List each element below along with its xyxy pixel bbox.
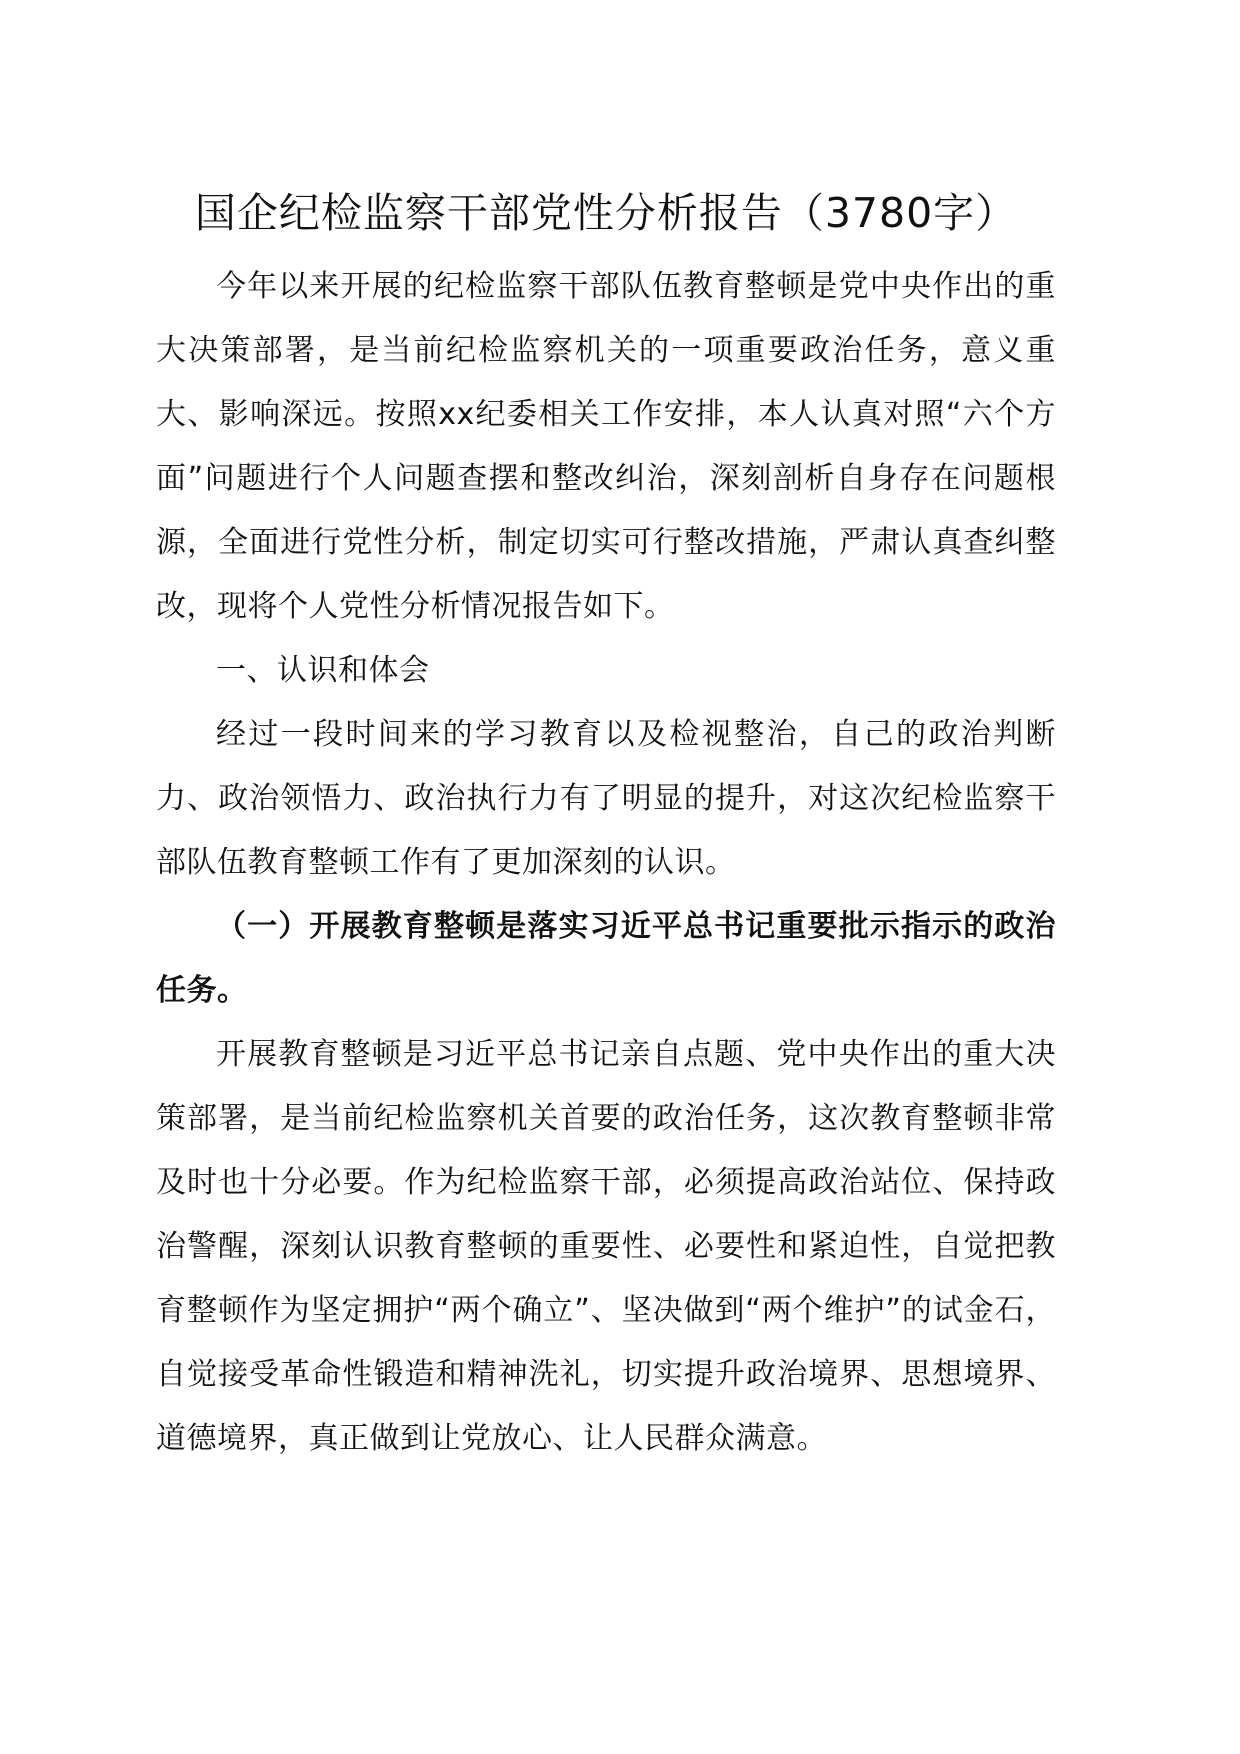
subsection-heading-1: （一）开展教育整顿是落实习近平总书记重要批示指示的政治任务。: [156, 909, 1056, 1008]
subsection-1-paragraph: 开展教育整顿是习近平总书记亲自点题、党中央作出的重大决策部署，是当前纪检监察机关首要的政治任务，这次教育整顿非常及时也十分必要。作为纪检监察干部，必须提高政治站位、保持政治警醒，深刻认识教育整顿的重要性、必要性和紧迫性，自觉把教育整顿作为坚定拥护“两个确立”、坚决做到“两个维护”的试金石，自觉接受革命性锻造和精神洗礼，切实提升政治境界、思想境界、道德境界，真正做到让党放心、让人民群众满意。: [156, 1037, 1056, 1456]
document-page: [156, 185, 1056, 1471]
document-title: 国企纪检监察干部党性分析报告（3780字）: [194, 189, 1018, 237]
section-heading-1: 一、认识和体会: [216, 653, 430, 688]
section-1-paragraph: 经过一段时间来的学习教育以及检视整治，自己的政治判断力、政治领悟力、政治执行力有了明显的提升，对这次纪检监察干部队伍教育整顿工作有了更加深刻的认识。: [156, 717, 1056, 880]
intro-paragraph: 今年以来开展的纪检监察干部队伍教育整顿是党中央作出的重大决策部署，是当前纪检监察机关的一项重要政治任务，意义重大、影响深远。按照xx纪委相关工作安排，本人认真对照“六个方面”问题进行个人问题查摆和整改纠治，深刻剖析自身存在问题根源，全面进行党性分析，制定切实可行整改措施，严肃认真查纠整改，现将个人党性分析情况报告如下。: [156, 269, 1056, 624]
